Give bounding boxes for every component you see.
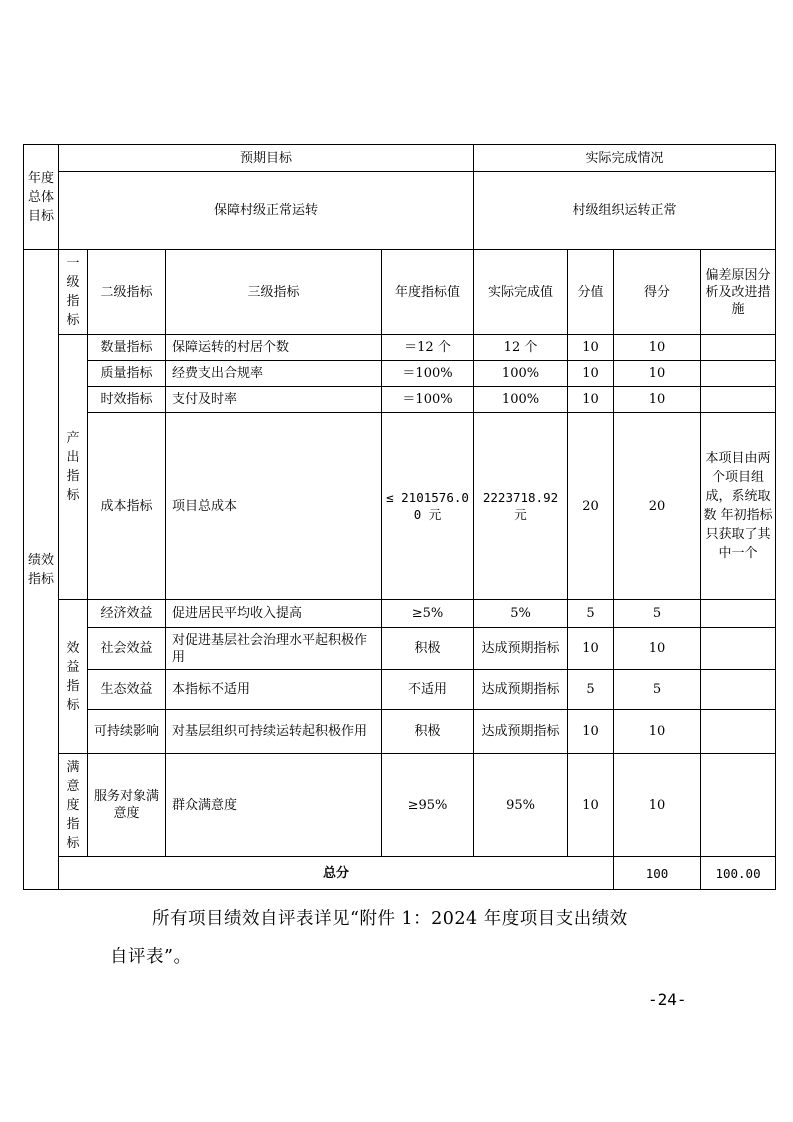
row-note	[701, 628, 776, 670]
summary-paragraph	[110, 900, 730, 976]
expected-goal-header: 预期目标	[59, 145, 474, 172]
row-weight: 10	[568, 335, 614, 361]
row-actual: 达成预期指标	[474, 710, 568, 754]
row-level3: 保障运转的村居个数	[166, 335, 382, 361]
row-weight: 5	[568, 600, 614, 628]
row-note	[701, 754, 776, 857]
row-level2: 成本指标	[88, 413, 166, 600]
row-score: 10	[614, 361, 701, 387]
row-note	[701, 710, 776, 754]
row-target: 积极	[382, 710, 474, 754]
row-target: ≥95%	[382, 754, 474, 857]
row-note	[701, 670, 776, 710]
row-weight: 10	[568, 628, 614, 670]
row-target: ＝100%	[382, 387, 474, 413]
actual-result-header: 实际完成情况	[474, 145, 776, 172]
header-level1: 一级指标	[59, 250, 88, 335]
row-weight: 5	[568, 670, 614, 710]
row-note	[701, 387, 776, 413]
row-level3: 支付及时率	[166, 387, 382, 413]
row-level2: 社会效益	[88, 628, 166, 670]
row-level2: 数量指标	[88, 335, 166, 361]
row-note	[701, 361, 776, 387]
row-target: 积极	[382, 628, 474, 670]
row-target: ≤ 2101576.00 元	[382, 413, 474, 600]
row-actual: 12 个	[474, 335, 568, 361]
group-benefit: 效益指标	[59, 600, 88, 754]
row-actual: 95%	[474, 754, 568, 857]
page-number: -24-	[648, 990, 687, 1009]
total-weight: 100	[614, 857, 701, 890]
header-annual-target: 年度指标值	[382, 250, 474, 335]
row-level3: 项目总成本	[166, 413, 382, 600]
row-weight: 10	[568, 361, 614, 387]
row-weight: 10	[568, 387, 614, 413]
row-actual: 2223718.92 元	[474, 413, 568, 600]
row-target: ＝12 个	[382, 335, 474, 361]
row-target: ＝100%	[382, 361, 474, 387]
row-note: 本项目由两个项目组成，系统取数 年初指标只获取了其中一个	[701, 413, 776, 600]
row-actual: 达成预期指标	[474, 628, 568, 670]
row-level2: 质量指标	[88, 361, 166, 387]
header-level3: 三级指标	[166, 250, 382, 335]
header-level2: 二级指标	[88, 250, 166, 335]
row-target: 不适用	[382, 670, 474, 710]
row-note	[701, 335, 776, 361]
row-level3: 促进居民平均收入提高	[166, 600, 382, 628]
row-level2: 服务对象满意度	[88, 754, 166, 857]
expected-goal-text: 保障村级正常运转	[59, 172, 474, 250]
header-actual-value: 实际完成值	[474, 250, 568, 335]
row-score: 5	[614, 670, 701, 710]
summary-line-2: 自评表”。	[110, 947, 192, 967]
overall-goal-label: 年度总体目标	[24, 145, 59, 250]
row-level3: 本指标不适用	[166, 670, 382, 710]
row-score: 10	[614, 754, 701, 857]
row-level3: 群众满意度	[166, 754, 382, 857]
actual-result-text: 村级组织运转正常	[474, 172, 776, 250]
row-actual: 5%	[474, 600, 568, 628]
row-level2: 经济效益	[88, 600, 166, 628]
row-score: 10	[614, 710, 701, 754]
row-level3: 经费支出合规率	[166, 361, 382, 387]
row-score: 20	[614, 413, 701, 600]
row-actual: 100%	[474, 387, 568, 413]
total-label: 总分	[59, 857, 614, 890]
row-score: 10	[614, 628, 701, 670]
row-score: 5	[614, 600, 701, 628]
row-weight: 10	[568, 710, 614, 754]
row-score: 10	[614, 335, 701, 361]
row-level3: 对促进基层社会治理水平起积极作用	[166, 628, 382, 670]
header-deviation: 偏差原因分析及改进措施	[701, 250, 776, 335]
row-level2: 时效指标	[88, 387, 166, 413]
row-weight: 20	[568, 413, 614, 600]
row-level3: 对基层组织可持续运转起积极作用	[166, 710, 382, 754]
row-level2: 生态效益	[88, 670, 166, 710]
summary-line-1: 所有项目绩效自评表详见“附件 1：2024 年度项目支出绩效	[152, 909, 628, 929]
group-output: 产出指标	[59, 335, 88, 600]
row-actual: 100%	[474, 361, 568, 387]
row-weight: 10	[568, 754, 614, 857]
header-score: 得分	[614, 250, 701, 335]
perf-indicators-label: 绩效指标	[24, 250, 59, 890]
performance-evaluation-table	[23, 144, 776, 890]
row-note	[701, 600, 776, 628]
total-score: 100.00	[701, 857, 776, 890]
row-score: 10	[614, 387, 701, 413]
row-actual: 达成预期指标	[474, 670, 568, 710]
row-level2: 可持续影响	[88, 710, 166, 754]
group-satisfaction: 满意度指标	[59, 754, 88, 857]
header-score-weight: 分值	[568, 250, 614, 335]
row-target: ≥5%	[382, 600, 474, 628]
